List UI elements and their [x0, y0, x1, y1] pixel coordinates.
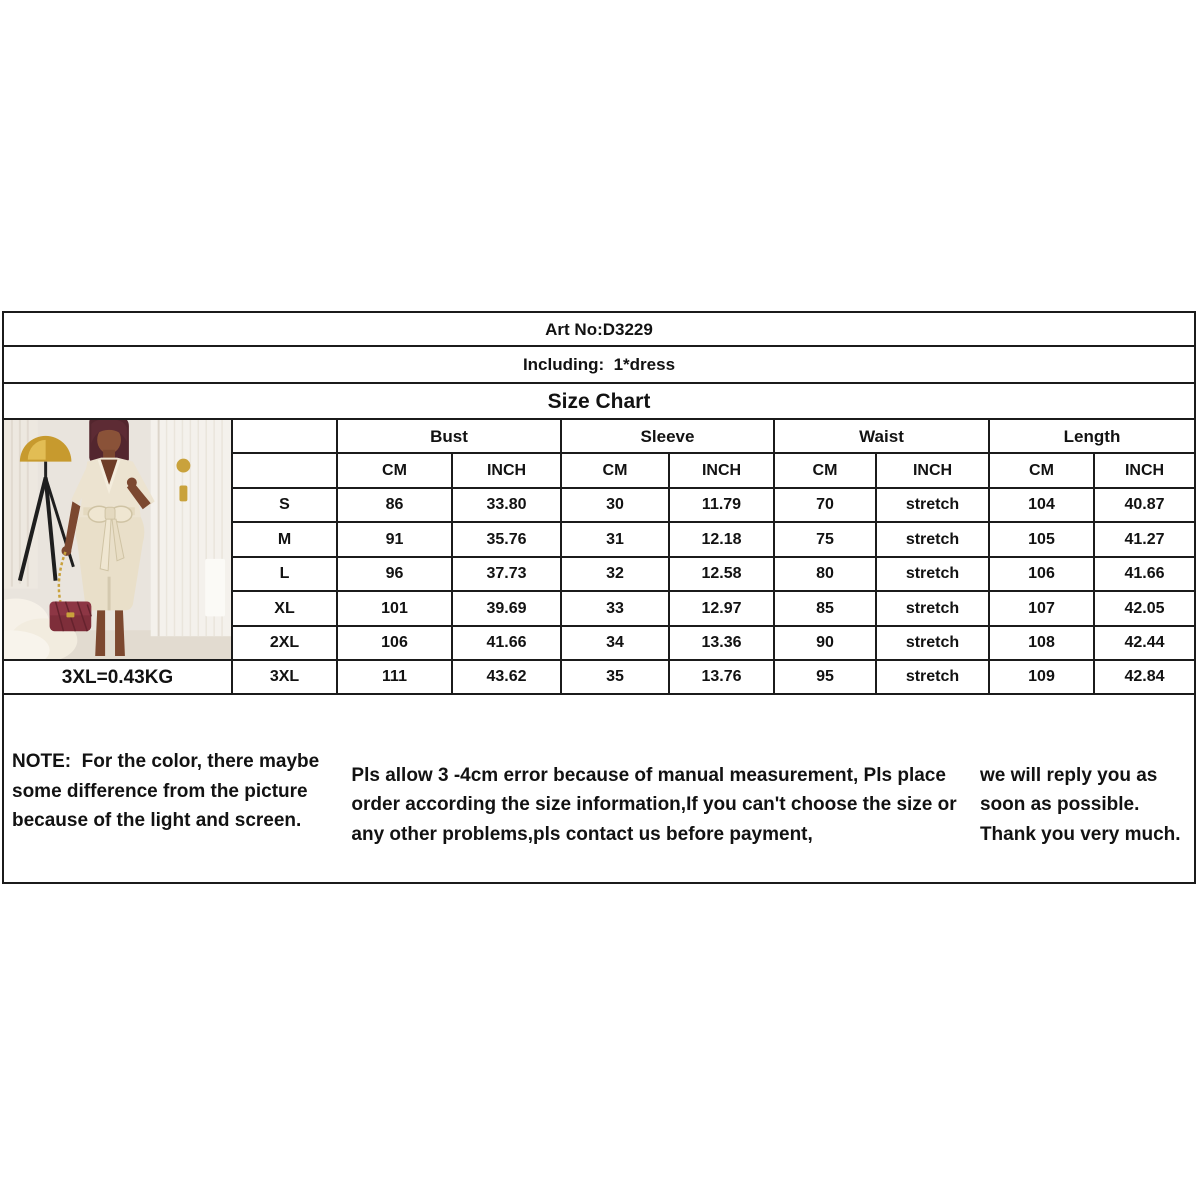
size-label: S: [233, 489, 338, 523]
art-no-row: Art No:D3229: [4, 313, 1194, 347]
table-cell: 13.36: [670, 627, 775, 661]
size-label: L: [233, 558, 338, 592]
table-cell: stretch: [877, 661, 990, 695]
table-cell: 12.97: [670, 592, 775, 627]
table-cell: 42.44: [1095, 627, 1194, 661]
table-cell: 75: [775, 523, 877, 558]
table-cell: 42.84: [1095, 661, 1194, 695]
table-cell: 32: [562, 558, 670, 592]
unit-header: CM: [338, 454, 453, 489]
door: [151, 420, 231, 636]
table-cell: 42.05: [1095, 592, 1194, 627]
table-cell: 80: [775, 558, 877, 592]
unit-header: CM: [775, 454, 877, 489]
table-cell: 90: [775, 627, 877, 661]
unit-header: INCH: [1095, 454, 1194, 489]
note-measurement-disclaimer: Pls allow 3 -4cm error because of manual measurement, Pls place order according the size information,If you can't choose the size or any other problems,pls contact us before payment,: [351, 764, 962, 845]
table-cell: 111: [338, 661, 453, 695]
size-label: 3XL: [233, 661, 338, 695]
bag-clasp: [66, 612, 74, 617]
table-cell: 43.62: [453, 661, 562, 695]
table-cell: 41.27: [1095, 523, 1194, 558]
table-cell: 30: [562, 489, 670, 523]
size-chart-title: Size Chart: [4, 384, 1194, 420]
table-cell: 109: [990, 661, 1095, 695]
table-cell: 37.73: [453, 558, 562, 592]
unit-row-blank: [233, 454, 338, 489]
size-chart-table: [2, 311, 1196, 884]
size-label: 2XL: [233, 627, 338, 661]
table-cell: 96: [338, 558, 453, 592]
table-cell: 39.69: [453, 592, 562, 627]
table-cell: 35.76: [453, 523, 562, 558]
table-cell: 95: [775, 661, 877, 695]
product-photo: [4, 420, 233, 661]
table-cell: 41.66: [453, 627, 562, 661]
table-cell: 13.76: [670, 661, 775, 695]
table-cell: 86: [338, 489, 453, 523]
table-cell: stretch: [877, 592, 990, 627]
table-cell: 41.66: [1095, 558, 1194, 592]
size-label: M: [233, 523, 338, 558]
table-cell: 104: [990, 489, 1095, 523]
table-cell: 85: [775, 592, 877, 627]
table-cell: stretch: [877, 627, 990, 661]
size-label: XL: [233, 592, 338, 627]
group-header-bust: Bust: [338, 420, 562, 454]
table-cell: 31: [562, 523, 670, 558]
note-reply: we will reply you as soon as possible. Thank you very much.: [979, 764, 1181, 845]
table-cell: 108: [990, 627, 1095, 661]
table-cell: 34: [562, 627, 670, 661]
unit-header: CM: [562, 454, 670, 489]
table-cell: 12.58: [670, 558, 775, 592]
product-photo-illustration: [4, 420, 231, 659]
notes-section: [4, 695, 1194, 882]
weight-note: 3XL=0.43KG: [4, 661, 233, 695]
table-cell: 40.87: [1095, 489, 1194, 523]
including-row: Including: 1*dress: [4, 347, 1194, 384]
table-cell: 91: [338, 523, 453, 558]
group-header-length: Length: [990, 420, 1194, 454]
table-cell: 33.80: [453, 489, 562, 523]
table-cell: 107: [990, 592, 1095, 627]
table-cell: 12.18: [670, 523, 775, 558]
table-cell: 11.79: [670, 489, 775, 523]
size-col-header-blank: [233, 420, 338, 454]
group-header-sleeve: Sleeve: [562, 420, 775, 454]
table-cell: 70: [775, 489, 877, 523]
unit-header: INCH: [670, 454, 775, 489]
table-cell: 33: [562, 592, 670, 627]
table-cell: stretch: [877, 558, 990, 592]
table-cell: 106: [990, 558, 1095, 592]
door-handle: [176, 459, 190, 473]
table-cell: 105: [990, 523, 1095, 558]
unit-header: INCH: [453, 454, 562, 489]
table-cell: stretch: [877, 523, 990, 558]
unit-header: INCH: [877, 454, 990, 489]
note-color-disclaimer: NOTE: For the color, there maybe some difference from the picture because of the light and screen.: [12, 751, 325, 832]
hanging-towel: [205, 559, 225, 617]
table-cell: 106: [338, 627, 453, 661]
table-cell: 35: [562, 661, 670, 695]
group-header-waist: Waist: [775, 420, 990, 454]
table-cell: stretch: [877, 489, 990, 523]
unit-header: CM: [990, 454, 1095, 489]
table-cell: 101: [338, 592, 453, 627]
